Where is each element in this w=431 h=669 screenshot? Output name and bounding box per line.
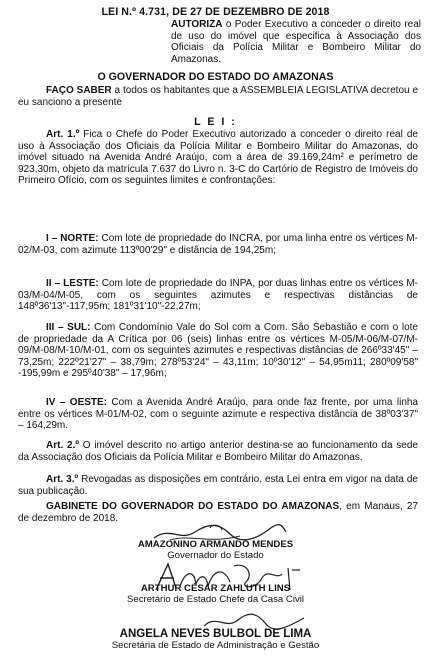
- boundary-norte-lead: I – NORTE:: [46, 233, 99, 244]
- signatory-3: [0, 628, 431, 651]
- boundary-oeste: [18, 397, 418, 432]
- signatory-1-role: Governador do Estado: [167, 550, 264, 561]
- boundary-leste-lead: II – LESTE:: [46, 278, 99, 289]
- boundary-norte-text: Com lote de propriedade do INCRA, por uma linha entre os vértices M-02/M-03, com azimute 113º00'29" e distância de 194,25m;: [18, 233, 418, 256]
- article-3-text: Revogadas as disposições em contrário, esta Lei entra em vigor na data de sua publicação.: [18, 474, 418, 497]
- preamble: [18, 85, 418, 108]
- signatory-2-role: Secretário de Estado Chefe da Casa Civil: [126, 594, 305, 605]
- boundary-sul-text: Com Condomínio Vale do Sol com a Com. São Sebastião e com o lote de propriedade da A Crítica por 06 (seis) linhas entre os vértices M-05/M-06/M-07/M-09/M-08/M-10/M-01, com os seguintes azimutes e respectivas distâncias de 266º33'45" – 73,25m; 222º21'27" – 38,79m; 278º53'24" – 43,11m; 10º30'12" – 54,95m11; 280º09'58" -195,99m e 295º40'38" – 17,96m;: [18, 322, 418, 380]
- article-1-lead: Art. 1.º: [46, 129, 80, 140]
- boundary-oeste-text: Com a Avenida André Araújo, para onde faz frente, por uma linha entre os vértices M-01/M-02, com o seguinte azimute e respectiva distância de 38º03'37" – 164,29m.: [18, 397, 418, 432]
- ementa: [171, 19, 421, 65]
- preamble-lead: FAÇO SABER: [46, 85, 112, 96]
- closing-text: , em Manaus, 27 de dezembro de 2018.: [18, 501, 419, 524]
- lei-heading: L E I :: [194, 116, 237, 128]
- signatory-2-name: ARTHUR CÉSAR ZAHLUTH LINS: [140, 583, 291, 594]
- boundary-leste-text: Com lote de propriedade do INPA, por duas linhas entre os vértices M-03/M-04/M-05, com os seguintes azimutes e respectivas distâncias de 148º36'13"-117,95m; 181º31'10"-22,27m;: [18, 278, 419, 313]
- preamble-text: a todos os habitantes que a ASSEMBLEIA LEGISLATIVA decretou e eu sanciono a presente: [18, 85, 418, 108]
- article-2: [18, 440, 418, 463]
- ementa-text: o Poder Executivo a conceder o direito real de uso do imóvel que especifica à Associação dos Oficiais da Polícia Militar e Bombeiro Militar do Amazonas.: [171, 19, 421, 65]
- signatory-3-role: Secretária de Estado de Administração e Gestão: [111, 640, 320, 651]
- article-3-lead: Art. 3.º: [46, 474, 79, 485]
- law-title: LEI N.º 4.731, DE 27 DE DEZEMBRO DE 2018: [101, 6, 330, 18]
- article-1: [18, 129, 418, 187]
- boundary-leste: [18, 278, 418, 313]
- ementa-lead: AUTORIZA: [171, 19, 223, 30]
- boundary-sul-lead: III – SUL:: [46, 322, 91, 333]
- article-2-lead: Art. 2.º: [46, 440, 79, 451]
- boundary-oeste-lead: IV – OESTE:: [46, 397, 108, 408]
- boundary-sul: [18, 322, 418, 380]
- governor-heading: O GOVERNADOR DO ESTADO DO AMAZONAS: [97, 71, 334, 83]
- article-1-text: Fica o Chefe do Poder Executivo autorizado a conceder o direito real de uso à Associação dos Oficiais da Polícia Militar e Bombeiro Militar do Amazonas, do imóvel situado na Avenida André Araújo, com a área de 39.169,24m² e perímetro de 923,30m, objeto da matrícula 7.637 do Livro n. 3-C do Cartório de Registro de Imóveis do Primeiro Ofício, com os seguintes limites e confrontações:: [18, 129, 418, 187]
- signatory-1-name: AMAZONINO ARMANDO MENDES: [137, 539, 294, 550]
- boundary-norte: [18, 233, 418, 256]
- signatory-2: [0, 583, 431, 605]
- signatory-1: [0, 539, 431, 561]
- signatory-3-name: ANGELA NEVES BULBOL DE LIMA: [119, 628, 312, 640]
- article-2-text: O imóvel descrito no artigo anterior destina-se ao funcionamento da sede da Associação dos Oficiais da Polícia Militar e Bombeiro Militar do Amazonas.: [18, 440, 418, 463]
- article-3: [18, 474, 418, 497]
- closing-lead: GABINETE DO GOVERNADOR DO ESTADO DO AMAZONAS: [46, 501, 340, 512]
